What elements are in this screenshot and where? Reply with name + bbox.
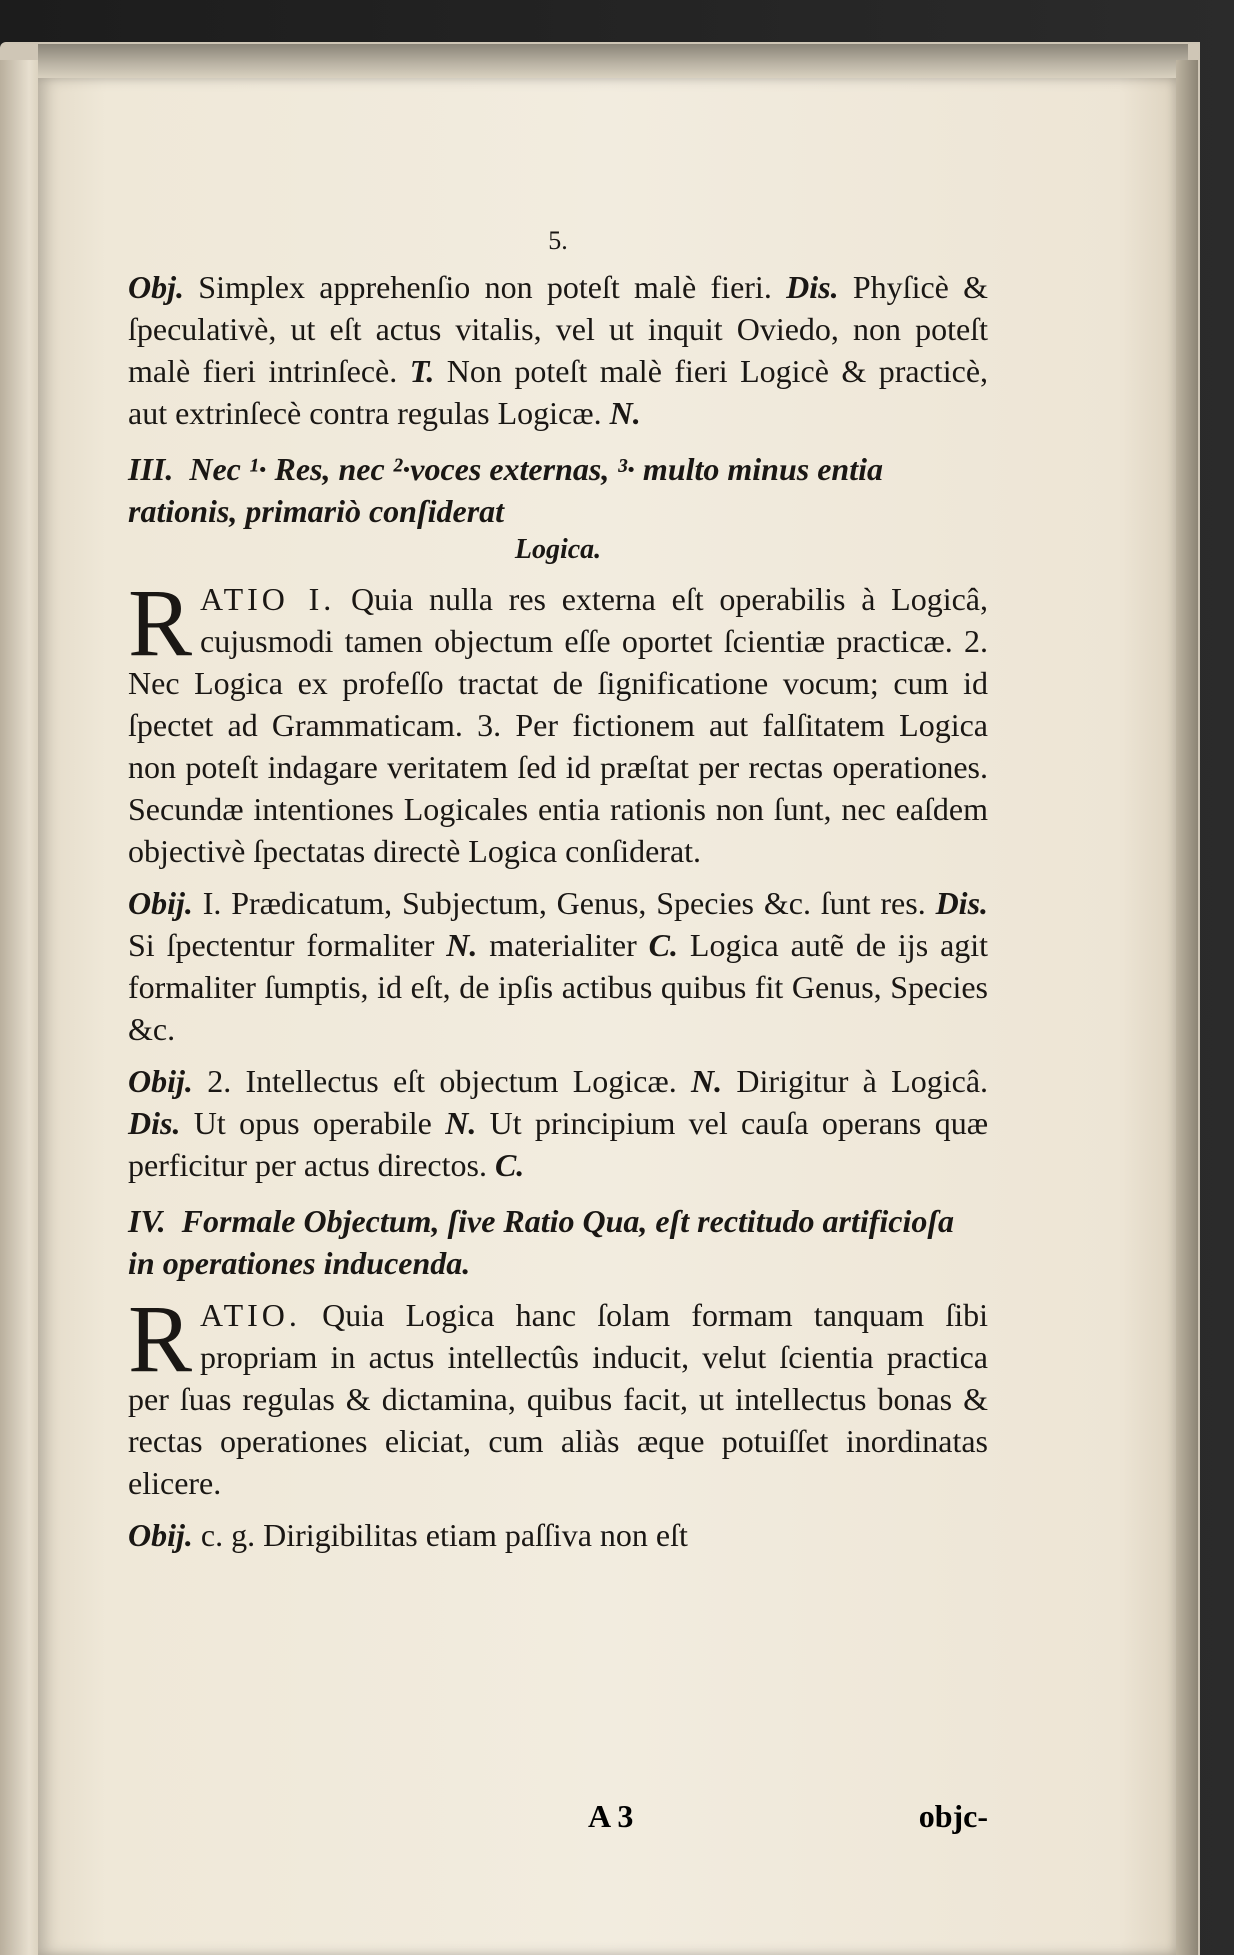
drop-cap: R <box>128 569 193 676</box>
facing-page-edge <box>0 60 42 1955</box>
objection-1: Obj. Simplex apprehenſio non poteſt malè fieri. Dis. Phyſicè & ſpeculativè, ut eſt actus vitalis, vel ut inquit Oviedo, non poteſt malè fieri intrinſecè. T. Non poteſt malè fieri Logicè & practicè, aut extrinſecè contra regulas Logicæ. N. <box>128 269 989 431</box>
page-number: 5. <box>548 226 568 255</box>
objection-2: Obij. I. Prædicatum, Subjectum, Genus, Species &c. ſunt res. Dis. Si ſpectentur formaliter N. materialiter C. Logica autẽ de ijs agit formaliter ſumptis, id eſt, de ipſis actibus quibus fit Genus, Species &c. <box>128 885 989 1047</box>
page-top-edge <box>38 44 1188 78</box>
ratio-2: R ATIO. Quia Logica hanc ſolam formam tanquam ſibi propriam in actus intellectûs inducit, velut ſcientia practica per ſuas regulas & dictamina, quibus facit, ut intellectus bonas & rectas operationes eliciat, cum aliàs æque potuiſſet inordinatas elicere. <box>128 1285 989 1501</box>
objection-3: Obij. 2. Intellectus eſt objectum Logicæ. N. Dirigitur à Logicâ. Dis. Ut opus operabile N. Ut principium vel cauſa operans quæ perficitur per actus directos. C. <box>128 1063 989 1183</box>
section-heading-4: IV. Formale Objectum, ſive Ratio Qua, eſt rectitudo artificioſa in operationes inducenda. <box>128 1203 955 1281</box>
ratio-1: R ATIO I. Quia nulla res externa eſt operabilis à Logicâ, cujusmodi tamen objectum eſſe oportet ſcientiæ practicæ. 2. Nec Logica ex profeſſo tractat de ſignificatione vocum; cum id ſpectet ad Grammaticam. 3. Per fictionem aut falſitatem Logica non poteſt indagare veritatem ſed id præſtat per rectas operationes. Secundæ intentiones Logicales entia rationis non ſunt, nec eaſdem objectivè ſpectatas directè Logica conſiderat. <box>128 569 989 869</box>
objection-4: Obij. c. g. Dirigibilitas etiam paſſiva non eſt <box>128 1517 688 1553</box>
section-heading-3: III. Nec ¹· Res, nec ²·voces externas, ³· multo minus entia rationis, primariò conſiderat Logica. <box>128 451 883 565</box>
page-fore-edge <box>1176 60 1198 1955</box>
catchword: objc- <box>918 1798 988 1834</box>
page-footer <box>128 1798 988 1838</box>
drop-cap: R <box>128 1285 193 1392</box>
signature-mark: A 3 <box>588 1798 634 1834</box>
page-text <box>128 220 988 1566</box>
